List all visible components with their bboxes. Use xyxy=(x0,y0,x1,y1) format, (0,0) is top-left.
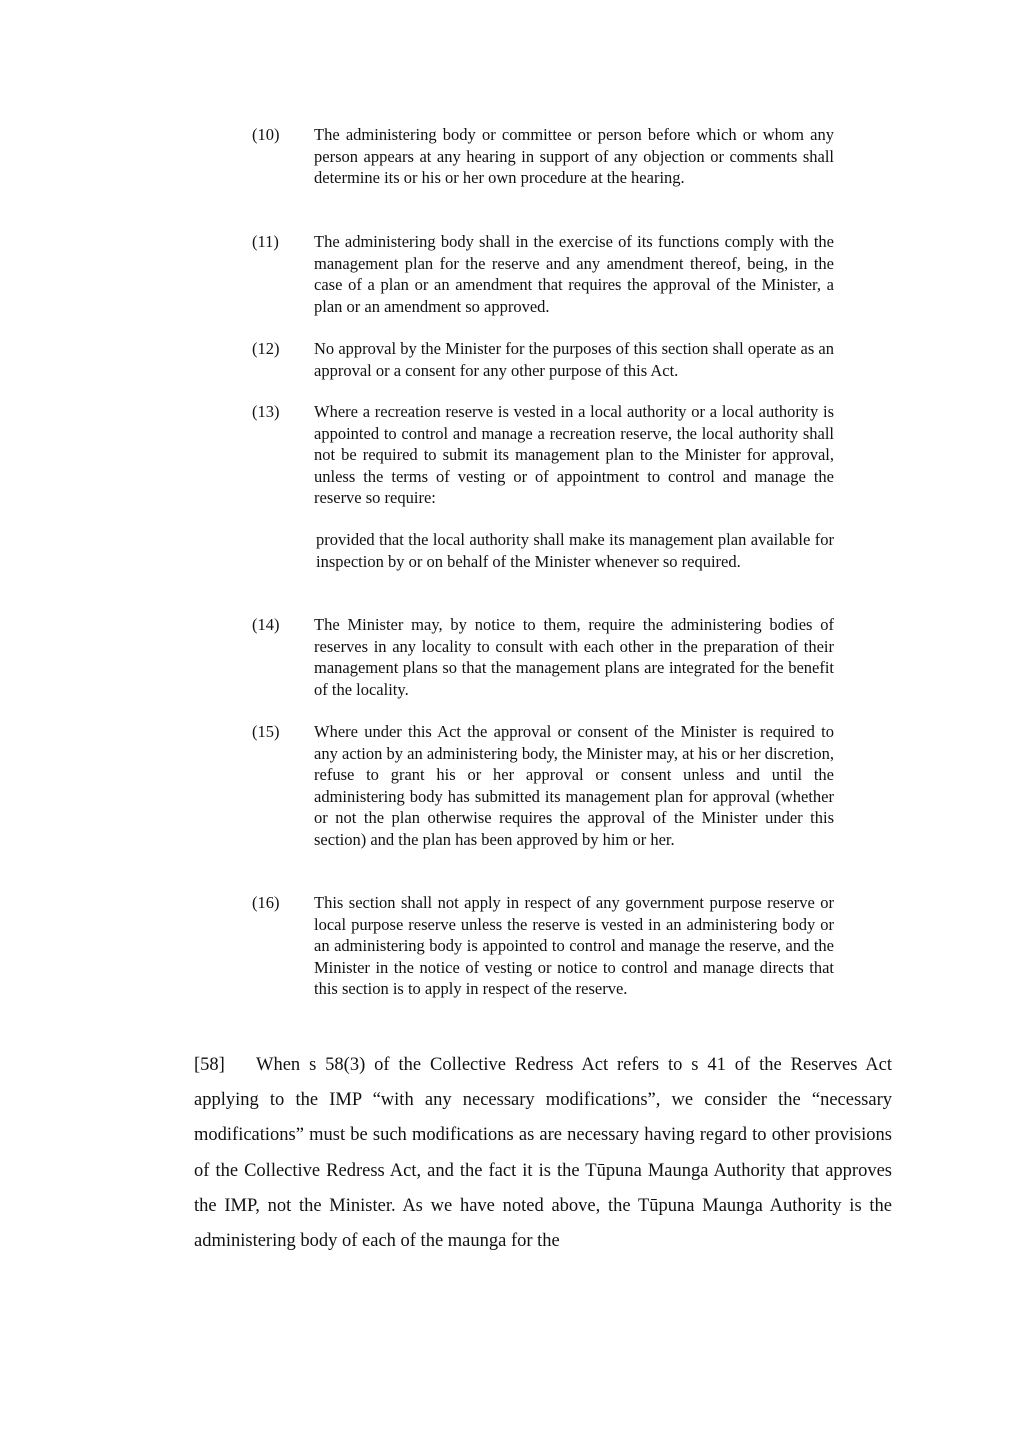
subsection-text: This section shall not apply in respect of any government purpose reserve or local purpose reserve unless the reserve is vested in an administering body or an administering body is appointed to control and manage the reserve, and the Minister in the notice of vesting or notice to control and manage directs that this section is to apply in respect of the reserve. xyxy=(314,893,834,999)
subsection-number: (10) xyxy=(252,125,280,144)
subsection-11 xyxy=(252,231,834,317)
paragraph-58 xyxy=(194,1048,892,1259)
subsection-10 xyxy=(252,124,834,189)
subsection-12 xyxy=(252,338,834,381)
paragraph-number: [58] xyxy=(194,1055,225,1075)
subsection-number: (15) xyxy=(252,722,280,741)
subsection-number: (12) xyxy=(252,339,280,358)
subsection-text: The administering body or committee or person before which or whom any person appears at any hearing in support of any objection or comments shall determine its or his or her own procedure at the hearing. xyxy=(314,125,834,188)
subsection-text: Where a recreation reserve is vested in a local authority or a local authority is appointed to control and manage a recreation reserve, the local authority shall not be required to submit its management plan to the Minister for approval, unless the terms of vesting or of appointment to control and manage the reserve so require: xyxy=(314,402,834,508)
subsection-text: Where under this Act the approval or consent of the Minister is required to any action by an administering body, the Minister may, at his or her discretion, refuse to grant his or her approval or consent unless and until the administering body has submitted its management plan for approval (whether or not the plan otherwise requires the approval of the Minister under this section) and the plan has been approved by him or her. xyxy=(314,722,834,849)
subsection-16 xyxy=(252,892,834,1000)
subsection-13-proviso: provided that the local authority shall make its management plan available for inspection by or on behalf of the Minister whenever so required. xyxy=(316,530,834,571)
subsection-text: No approval by the Minister for the purposes of this section shall operate as an approval or a consent for any other purpose of this Act. xyxy=(314,339,834,380)
subsection-14 xyxy=(252,614,834,700)
subsection-number: (14) xyxy=(252,615,280,634)
subsection-number: (11) xyxy=(252,232,279,251)
subsection-text: The administering body shall in the exercise of its functions comply with the management plan for the reserve and any amendment thereof, being, in the case of a plan or an amendment that requires the approval of the Minister, a plan or an amendment so approved. xyxy=(314,232,834,316)
subsection-text: The Minister may, by notice to them, require the administering bodies of reserves in any locality to consult with each other in the preparation of their management plans so that the management plans are integrated for the benefit of the locality. xyxy=(314,615,834,699)
subsection-13 xyxy=(252,401,834,509)
subsection-15 xyxy=(252,721,834,851)
subsection-number: (16) xyxy=(252,893,280,912)
paragraph-text: When s 58(3) of the Collective Redress Act refers to s 41 of the Reserves Act applying to the IMP “with any necessary modifications”, we consider the “necessary modifications” must be such modifications as are necessary having regard to other provisions of the Collective Redress Act, and the fact it is the Tūpuna Maunga Authority that approves the IMP, not the Minister. As we have noted above, the Tūpuna Maunga Authority is the administering body of each of the maunga for the xyxy=(194,1055,892,1252)
subsection-number: (13) xyxy=(252,402,280,421)
